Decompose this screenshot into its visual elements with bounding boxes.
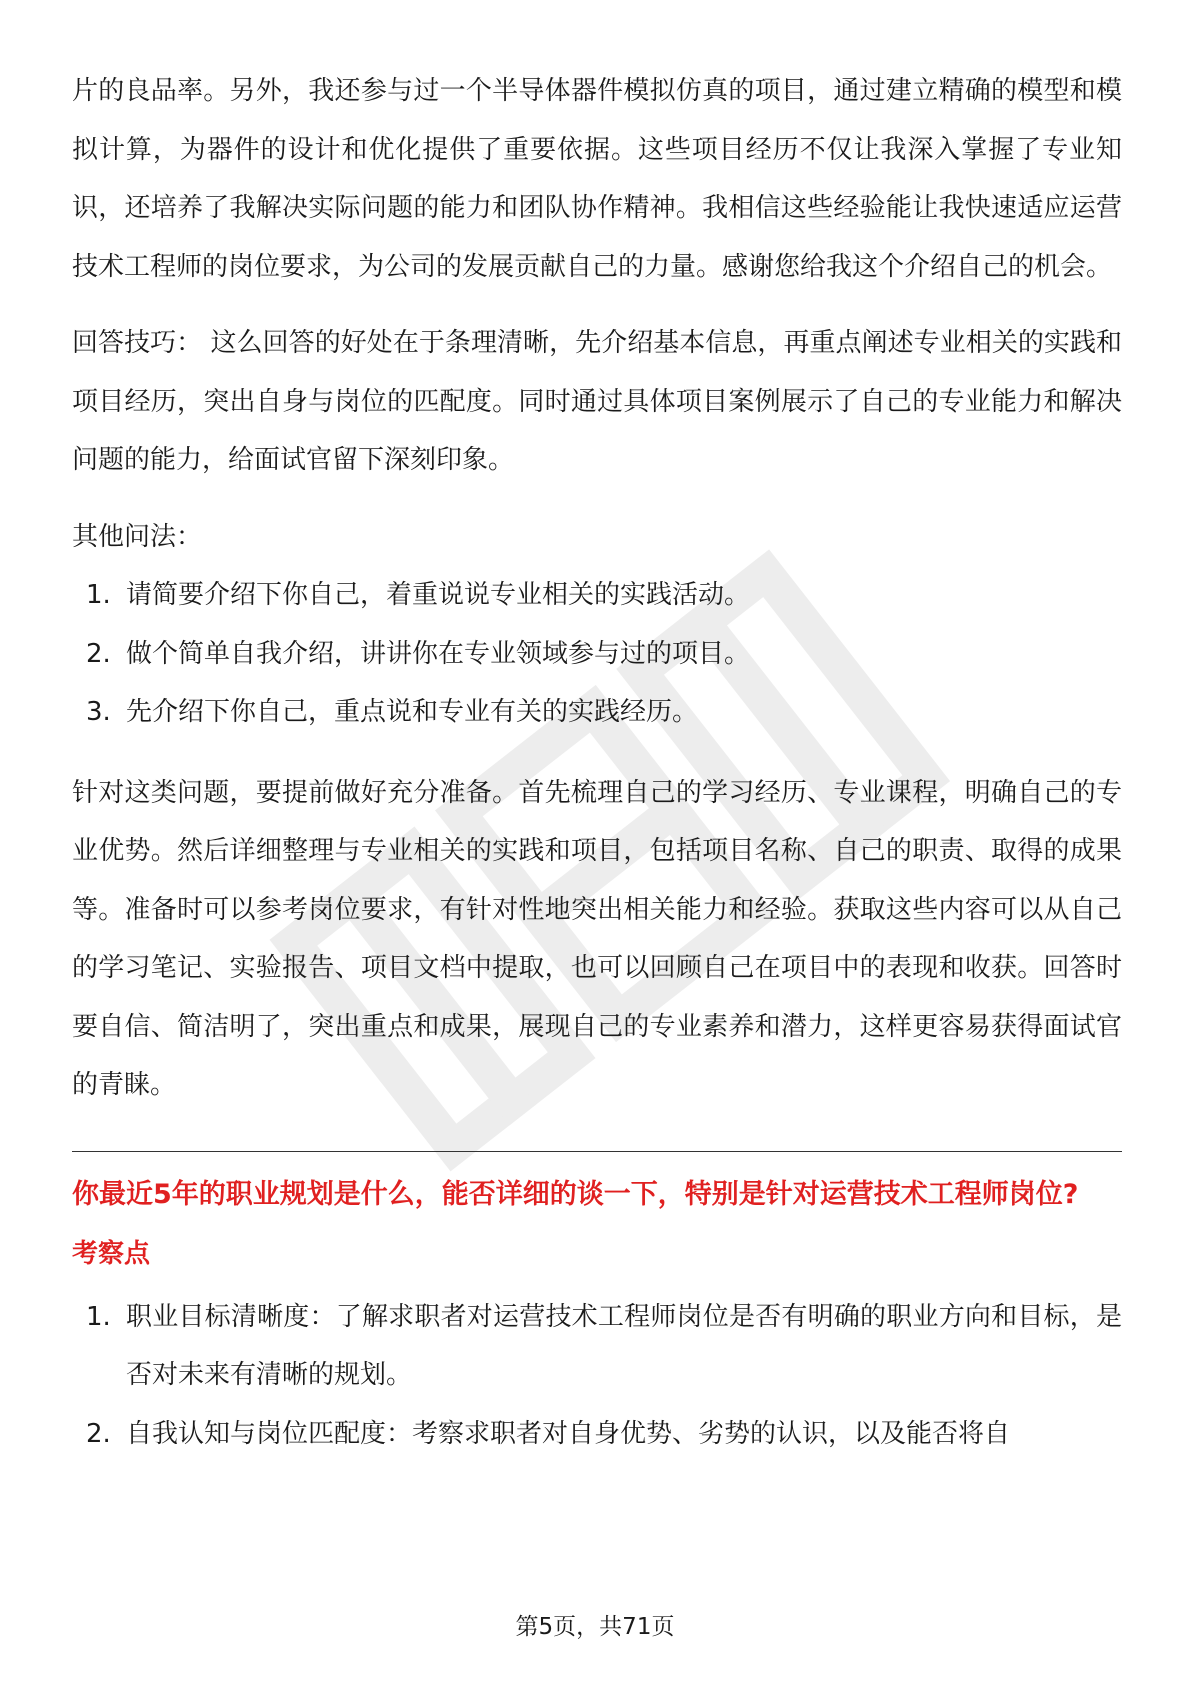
list-text: 职业目标清晰度：了解求职者对运营技术工程师岗位是否有明确的职业方向和目标，是否对未来有清晰的规划。	[126, 1301, 1122, 1390]
question-heading: 你最近5年的职业规划是什么，能否详细的谈一下，特别是针对运营技术工程师岗位?	[72, 1178, 1079, 1210]
page-footer: 第5页，共71页	[515, 1614, 675, 1640]
section-divider	[72, 1151, 1122, 1152]
list-number: 1.	[86, 1301, 111, 1332]
list-number: 3.	[86, 697, 111, 727]
document-body	[72, 62, 1122, 1463]
other-questions-label: 其他问法：	[72, 521, 203, 552]
list-text: 自我认知与岗位匹配度：考察求职者对自身优势、劣势的认识，以及能否将自	[126, 1418, 1011, 1449]
other-questions-list	[72, 566, 1122, 742]
check-points-list	[72, 1288, 1122, 1464]
list-number: 2.	[86, 638, 111, 669]
list-number: 1.	[86, 580, 111, 610]
check-points-heading: 考察点	[72, 1238, 151, 1269]
list-text: 做个简单自我介绍，讲讲你在专业领域参与过的项目。	[126, 638, 751, 669]
list-number: 2.	[86, 1418, 111, 1449]
answer-tip-paragraph: 回答技巧： 这么回答的好处在于条理清晰，先介绍基本信息，再重点阐述专业相关的实践和项目经历，突出自身与岗位的匹配度。同时通过具体项目案例展示了自己的专业能力和解决问题的能力，给面试官留下深刻印象。	[72, 328, 1122, 475]
list-text: 请简要介绍下你自己，着重说说专业相关的实践活动。	[126, 580, 751, 610]
preparation-paragraph: 针对这类问题，要提前做好充分准备。首先梳理自己的学习经历、专业课程，明确自己的专业优势。然后详细整理与专业相关的实践和项目，包括项目名称、自己的职责、取得的成果等。准备时可以参考岗位要求，有针对性地突出相关能力和经验。获取这些内容可以从自己的学习笔记、实验报告、项目文档中提取，也可以回顾自己在项目中的表现和收获。回答时要自信、简洁明了，突出重点和成果，展现自己的专业素养和潜力，这样更容易获得面试官的青睐。	[72, 777, 1122, 1100]
list-item	[72, 1288, 1122, 1405]
list-item	[72, 1405, 1122, 1464]
intro-paragraph: 片的良品率。另外，我还参与过一个半导体器件模拟仿真的项目，通过建立精确的模型和模拟计算，为器件的设计和优化提供了重要依据。这些项目经历不仅让我深入掌握了专业知识，还培养了我解决实际问题的能力和团队协作精神。我相信这些经验能让我快速适应运营技术工程师的岗位要求，为公司的发展贡献自己的力量。感谢您给我这个介绍自己的机会。	[72, 76, 1122, 282]
list-item	[72, 625, 1122, 684]
list-text: 先介绍下你自己，重点说和专业有关的实践经历。	[126, 697, 699, 727]
list-item	[72, 683, 1122, 742]
list-item	[72, 566, 1122, 625]
